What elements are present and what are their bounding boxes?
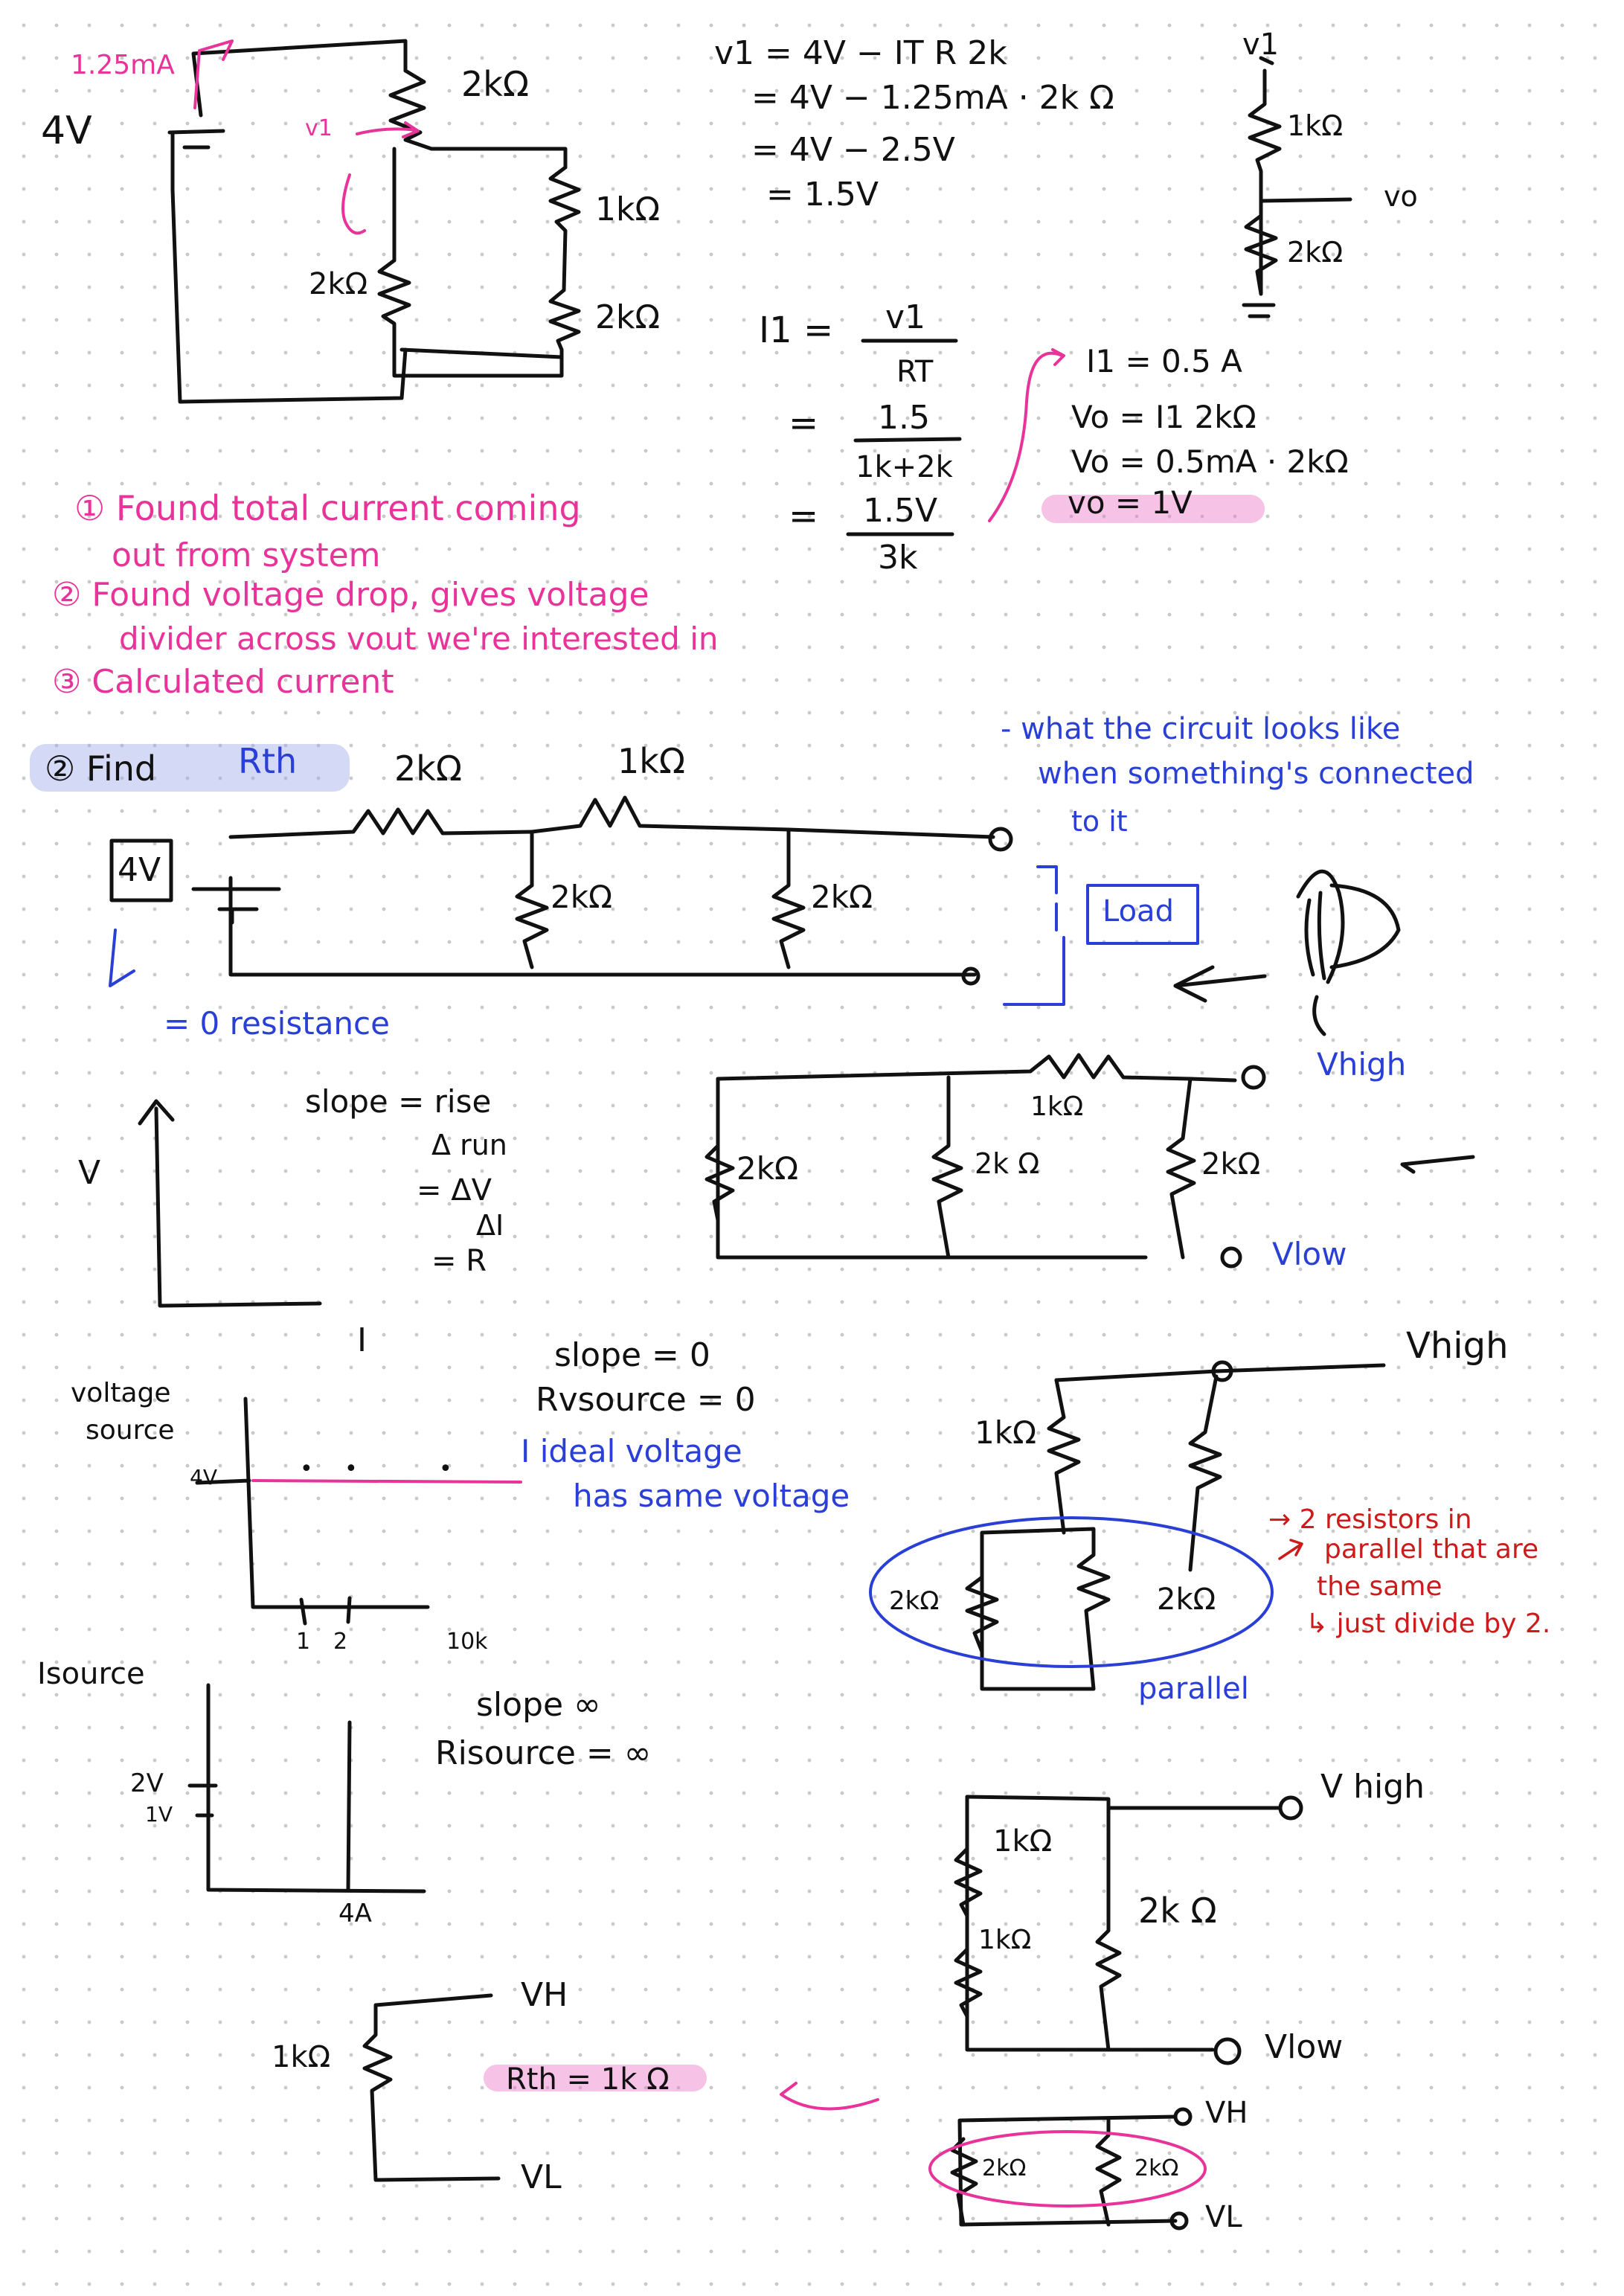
divider-r1-label: 1kΩ [1287,109,1344,142]
calc-v1-line-4: = 1.5V [766,176,879,214]
i1-num3: 1.5V [863,492,938,530]
c3-note-4: ↳ just divide by 2. [1306,1609,1551,1639]
c4-vhigh: V high [1320,1768,1425,1806]
terminal-vh-5 [1175,2109,1190,2124]
current-label: 1.25mA [71,50,175,80]
vs-note-2: has same voltage [573,1478,850,1514]
vs-ticks [301,1598,350,1623]
rth-r-series2: 1kΩ [617,741,686,781]
c3-note-2: parallel that are [1324,1534,1539,1565]
c4-r2: 1kΩ [978,1925,1032,1955]
slope-line-1: slope = rise [305,1083,492,1120]
vs-ylabel-2: source [86,1415,175,1446]
v1-arrow [357,123,418,137]
calc-v1-line-3: = 4V − 2.5V [751,131,955,169]
is-tick-y-2: 1V [145,1802,173,1827]
c3-note-3: the same [1317,1571,1442,1602]
i1-den3: 3k [878,539,918,577]
c3-note-1: → 2 resistors in [1268,1504,1472,1535]
load-label: Load [1103,894,1174,929]
i1-den2: 1k+2k [856,450,953,484]
c5-r2: 2kΩ [1134,2155,1179,2181]
step-2: ② Found voltage drop, gives voltage [52,576,649,614]
vs-point-3: • [439,1456,452,1482]
step-1-cont: out from system [112,536,381,574]
zero-resistance-note: = 0 resistance [164,1005,390,1042]
divider-wires [1244,58,1350,316]
load-bracket [1004,867,1064,1004]
c5-r1: 2kΩ [982,2155,1027,2181]
calc-vo-line-1: I1 = 0.5 A [1086,343,1242,379]
vs-axes [197,1399,428,1607]
is-label: Isource [37,1657,145,1691]
c5-vh: VH [1205,2096,1248,2130]
is-line [348,1722,350,1890]
c2-r2: 1kΩ [1030,1091,1084,1122]
slope-line-2: Δ run [431,1129,507,1161]
c2-r1: 2kΩ [736,1150,799,1187]
rth-source: 4V [118,851,161,889]
c2-r4: 2kΩ [1201,1147,1261,1181]
calc-vo-line-3: Vo = 0.5mA · 2kΩ [1071,443,1349,480]
rth-r-series1: 2kΩ [394,748,463,789]
vs-note-1: I ideal voltage [521,1433,742,1469]
axis-v-label: V [78,1154,101,1192]
final-r: 1kΩ [272,2040,331,2074]
node-v1: v1 [305,115,333,141]
rth-heading-rth: Rth [238,741,298,781]
red-arrow [1280,1540,1302,1559]
is-ris: Risource = ∞ [435,1734,652,1772]
terminal-vhigh-4 [1280,1798,1301,1818]
vs-tick-y: 4V [190,1465,217,1489]
is-tick-x: 4A [338,1899,372,1928]
vs-line [253,1481,521,1482]
step-3: ③ Calculated current [52,663,394,701]
source-4v: 4V [41,109,92,153]
vs-tick-x-3: 10k [446,1629,488,1655]
slope-line-3: = ΔV [417,1173,492,1208]
c2-vlow: Vlow [1272,1236,1347,1272]
final-rth: Rth = 1k Ω [506,2062,670,2097]
c3-vhigh: Vhigh [1406,1325,1509,1367]
terminal-vlow [1222,1248,1240,1266]
c4-vlow: Vlow [1265,2028,1344,2066]
pink-left-arrow [781,2083,878,2109]
i1-num1: v1 [885,298,926,336]
left-arrow-2 [1402,1157,1473,1172]
load-note-3: to it [1071,805,1128,838]
step-1: ① Found total current coming [74,488,581,528]
is-tick-y-1: 2V [130,1769,164,1798]
c3-r2: 2kΩ [889,1586,940,1616]
r-left-label: 2kΩ [309,267,368,301]
final-vh: VH [521,1976,568,2014]
rth-r-shunt1: 2kΩ [551,879,613,915]
load-note-1: - what the circuit looks like [1001,712,1401,746]
i1-lhs: I1 = [759,310,834,351]
calc-v1-line-2: = 4V − 1.25mA · 2k Ω [751,79,1114,117]
final-vl: VL [521,2158,562,2196]
zero-res-arrow [110,930,134,986]
vs-tick-x-2: 2 [333,1629,348,1655]
final-circuit-wires [365,1995,498,2180]
vi-axes [140,1101,320,1306]
is-slope: slope ∞ [476,1686,601,1724]
step-2-cont: divider across vout we're interested in [119,621,719,657]
i1-num2: 1.5 [878,399,930,437]
is-axes [190,1685,424,1891]
calc-v1-line-1: v1 = 4V − IT R 2k [714,34,1007,72]
divider-top-label: v1 [1242,28,1280,62]
terminal-open-1 [990,829,1011,850]
calc-vo-line-4: vo = 1V [1068,484,1193,521]
i1-eq3: = [789,496,819,537]
c2-vhigh: Vhigh [1317,1046,1407,1083]
divider-out-label: vo [1384,180,1418,213]
i1-den1: RT [896,355,934,389]
rth-heading: ② Find [45,748,157,789]
r-right2-label: 2kΩ [595,298,661,336]
load-note-2: when something's connected [1038,757,1474,791]
calc-vo-line-2: Vo = I1 2kΩ [1071,399,1256,435]
divider-r2-label: 2kΩ [1287,236,1344,269]
c3-r3: 2kΩ [1157,1582,1216,1617]
vs-point-1: • [300,1456,313,1482]
c3-r1: 1kΩ [975,1414,1037,1451]
slope-line-4: ΔI [476,1209,504,1242]
c2-r3: 2k Ω [975,1147,1040,1180]
r-right1-label: 1kΩ [595,190,661,228]
vs-ylabel-1: voltage [71,1378,171,1408]
vs-slope: slope = 0 [554,1336,710,1374]
c4-r3: 2k Ω [1138,1891,1217,1931]
c4-r1: 1kΩ [993,1824,1053,1859]
i1-eq2: = [789,403,819,444]
vs-point-2: • [344,1456,358,1482]
terminal-vlow-4 [1216,2039,1239,2063]
axis-i-label: I [357,1321,367,1359]
terminal-vhigh [1243,1067,1264,1088]
eye-icon [1175,871,1399,1034]
c3-parallel: parallel [1138,1672,1249,1706]
slope-line-5: = R [431,1244,487,1278]
c5-vl: VL [1205,2200,1242,2234]
loop-current-arrow [343,175,365,233]
rth-r-shunt2: 2kΩ [811,879,873,915]
r-top-label: 2kΩ [461,64,530,104]
vs-tick-x-1: 1 [296,1629,311,1655]
vs-rvs: Rvsource = 0 [536,1381,756,1419]
